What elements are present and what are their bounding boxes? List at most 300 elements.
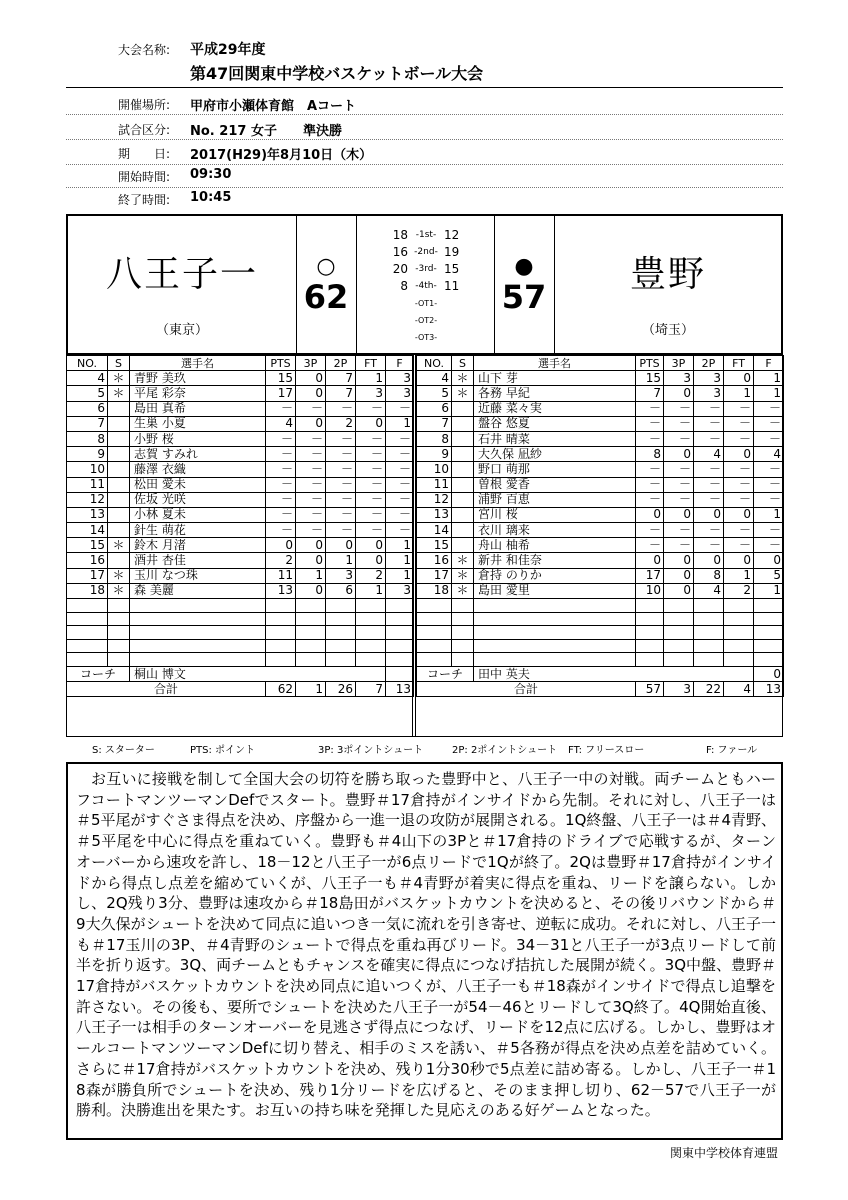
player-no: 17 (417, 568, 452, 583)
player-row (417, 401, 784, 416)
player-p2: 7 (326, 386, 356, 401)
player-s (452, 431, 474, 446)
player-ft: 2 (356, 568, 386, 583)
player-p2: 3 (326, 568, 356, 583)
column-header: S (452, 356, 474, 371)
total-p3: 3 (664, 682, 694, 697)
player-no: 11 (417, 477, 452, 492)
player-p2: 1 (326, 553, 356, 568)
player-ft: － (724, 523, 754, 538)
player-s: ＊ (452, 386, 474, 401)
column-header: 2P (694, 356, 724, 371)
player-f: － (754, 538, 784, 553)
player-f: 0 (754, 553, 784, 568)
player-s: ＊ (452, 583, 474, 598)
player-s: ＊ (452, 371, 474, 386)
player-p3: － (296, 492, 326, 507)
player-no: 7 (417, 416, 452, 431)
venue-value: 甲府市小瀬体育館 Aコート (190, 99, 357, 114)
column-header: F (386, 356, 414, 371)
player-row (67, 462, 414, 477)
player-ft: 0 (724, 553, 754, 568)
player-p3: － (296, 431, 326, 446)
player-no: 18 (417, 583, 452, 598)
player-p2: － (694, 431, 724, 446)
player-ft: 0 (356, 416, 386, 431)
player-row (417, 523, 784, 538)
player-s (108, 507, 130, 522)
player-no: 8 (417, 431, 452, 446)
divider (66, 87, 783, 88)
player-p3: － (664, 523, 694, 538)
player-ft: － (724, 538, 754, 553)
legend-starter: S: スターター (92, 745, 155, 756)
player-pts: － (266, 507, 296, 522)
player-row (417, 538, 784, 553)
player-ft: － (356, 462, 386, 477)
player-s (452, 401, 474, 416)
player-ft: － (356, 431, 386, 446)
player-p3: 0 (664, 507, 694, 522)
player-row (67, 583, 414, 598)
player-no: 10 (417, 462, 452, 477)
player-p2: 3 (694, 371, 724, 386)
player-row (417, 492, 784, 507)
player-p3: － (664, 462, 694, 477)
player-ft: － (724, 462, 754, 477)
player-p3: 1 (296, 568, 326, 583)
player-p3: － (296, 462, 326, 477)
player-p2: － (326, 507, 356, 522)
empty-row (67, 612, 414, 626)
quarter-row-3 (358, 262, 494, 276)
total-ft: 7 (356, 682, 386, 697)
player-f: 1 (754, 507, 784, 522)
player-row (67, 492, 414, 507)
player-p3: － (664, 416, 694, 431)
player-p2: 0 (694, 507, 724, 522)
player-row (417, 431, 784, 446)
player-no: 18 (67, 583, 108, 598)
player-name: 島田 真希 (130, 401, 266, 416)
player-name: 青野 美玖 (130, 371, 266, 386)
player-f: 1 (386, 538, 414, 553)
player-p2: － (694, 401, 724, 416)
empty-row (417, 599, 784, 613)
player-s: ＊ (108, 386, 130, 401)
player-name: 鈴木 月渚 (130, 538, 266, 553)
column-header: NO. (67, 356, 108, 371)
player-row (417, 507, 784, 522)
player-ft: － (356, 523, 386, 538)
player-f: 5 (754, 568, 784, 583)
total-p2: 26 (326, 682, 356, 697)
player-f: 3 (386, 371, 414, 386)
player-s: ＊ (108, 538, 130, 553)
home-team-prefecture: （東京） (155, 323, 208, 338)
player-name: 松田 愛未 (130, 477, 266, 492)
player-s (452, 492, 474, 507)
quarter-row-1 (358, 228, 494, 242)
quarter-label: -4th- (415, 281, 437, 291)
player-p3: － (296, 523, 326, 538)
player-f: － (386, 492, 414, 507)
player-p2: － (326, 431, 356, 446)
player-no: 9 (67, 447, 108, 462)
player-p3: － (296, 507, 326, 522)
player-no: 13 (417, 507, 452, 522)
column-header: 選手名 (474, 356, 636, 371)
player-name: 藤澤 衣織 (130, 462, 266, 477)
player-row (67, 371, 414, 386)
player-name: 近藤 菜々実 (474, 401, 636, 416)
player-s (452, 416, 474, 431)
player-f: 1 (754, 583, 784, 598)
empty-row (417, 639, 784, 653)
quarter-label: -3rd- (415, 264, 437, 274)
player-no: 12 (67, 492, 108, 507)
tournament-label: 大会名称: (118, 43, 171, 57)
total-label: 合計 (67, 682, 266, 697)
player-row (67, 401, 414, 416)
player-f: － (386, 462, 414, 477)
total-p3: 1 (296, 682, 326, 697)
player-no: 14 (67, 523, 108, 538)
column-header: 選手名 (130, 356, 266, 371)
player-ft: － (724, 492, 754, 507)
total-pts: 62 (266, 682, 296, 697)
player-p2: － (326, 492, 356, 507)
player-ft: 0 (724, 507, 754, 522)
player-name: 島田 愛里 (474, 583, 636, 598)
player-s (452, 538, 474, 553)
scoreboard (66, 214, 783, 355)
player-f: 3 (386, 386, 414, 401)
player-pts: 13 (266, 583, 296, 598)
player-ft: 0 (356, 553, 386, 568)
player-s: ＊ (108, 583, 130, 598)
player-name: 大久保 凪紗 (474, 447, 636, 462)
player-name: 森 美麗 (130, 583, 266, 598)
player-ft: － (356, 492, 386, 507)
overtime-3: -OT3- (414, 333, 438, 342)
player-f: － (386, 447, 414, 462)
player-p3: － (296, 477, 326, 492)
player-p3: 0 (664, 386, 694, 401)
player-no: 15 (67, 538, 108, 553)
player-pts: 0 (636, 507, 664, 522)
empty-row (67, 639, 414, 653)
player-pts: － (636, 477, 664, 492)
player-p3: 3 (664, 371, 694, 386)
player-f: － (754, 431, 784, 446)
player-pts: 0 (636, 553, 664, 568)
player-row (67, 538, 414, 553)
divider (66, 187, 783, 188)
player-row (417, 583, 784, 598)
header-row (417, 356, 784, 371)
player-name: 各務 早紀 (474, 386, 636, 401)
empty-row (67, 599, 414, 613)
player-row (417, 447, 784, 462)
player-s: ＊ (108, 568, 130, 583)
player-f: 1 (754, 386, 784, 401)
player-p2: － (694, 477, 724, 492)
player-ft: 1 (356, 371, 386, 386)
player-s (108, 431, 130, 446)
tournament-name: 第47回関東中学校バスケットボール大会 (190, 64, 484, 83)
player-ft: － (356, 507, 386, 522)
game-value: No. 217 女子 準決勝 (190, 124, 342, 139)
player-row (417, 568, 784, 583)
player-name: 盤谷 悠夏 (474, 416, 636, 431)
divider (66, 139, 783, 140)
home-q3: 20 (392, 262, 408, 276)
organizer: 関東中学校体育連盟 (669, 1146, 778, 1160)
home-stats-table (66, 355, 414, 697)
player-row (67, 507, 414, 522)
player-p3: － (296, 447, 326, 462)
player-p2: － (326, 477, 356, 492)
player-f: 1 (386, 568, 414, 583)
player-pts: － (266, 523, 296, 538)
player-s (452, 477, 474, 492)
column-header: PTS (266, 356, 296, 371)
player-f: － (754, 523, 784, 538)
player-p2: － (694, 416, 724, 431)
player-pts: － (636, 462, 664, 477)
player-no: 6 (417, 401, 452, 416)
player-row (67, 523, 414, 538)
away-stats-table (416, 355, 784, 697)
away-team-prefecture: （埼玉） (641, 323, 694, 338)
start-label: 開始時間: (118, 170, 171, 184)
player-p2: － (326, 523, 356, 538)
player-name: 志賀 すみれ (130, 447, 266, 462)
away-loss-mark: ● (514, 254, 534, 279)
player-name: 山下 芽 (474, 371, 636, 386)
player-p3: － (664, 492, 694, 507)
player-s: ＊ (452, 568, 474, 583)
total-row (417, 682, 784, 697)
date-label: 期 日: (118, 147, 171, 161)
overtime-2: -OT2- (414, 316, 438, 325)
player-f: 4 (754, 447, 784, 462)
player-pts: 15 (266, 371, 296, 386)
player-name: 舟山 柚希 (474, 538, 636, 553)
player-no: 7 (67, 416, 108, 431)
player-name: 佐坂 光咲 (130, 492, 266, 507)
player-pts: 17 (266, 386, 296, 401)
quarter-row-4 (358, 279, 494, 293)
player-row (67, 386, 414, 401)
total-pts: 57 (636, 682, 664, 697)
home-final-score: 62 (303, 278, 349, 316)
player-p2: 3 (694, 386, 724, 401)
player-no: 8 (67, 431, 108, 446)
divider (66, 114, 783, 115)
player-pts: － (636, 401, 664, 416)
player-ft: 1 (724, 386, 754, 401)
end-time: 10:45 (190, 190, 232, 205)
away-final-score: 57 (501, 278, 547, 316)
total-ft: 4 (724, 682, 754, 697)
player-name: 野口 萌那 (474, 462, 636, 477)
player-no: 5 (417, 386, 452, 401)
player-pts: － (636, 416, 664, 431)
player-f: － (754, 401, 784, 416)
player-p2: － (694, 492, 724, 507)
player-s (108, 523, 130, 538)
player-no: 6 (67, 401, 108, 416)
player-pts: 0 (266, 538, 296, 553)
player-p2: 8 (694, 568, 724, 583)
player-ft: 1 (356, 583, 386, 598)
player-f: 1 (386, 416, 414, 431)
player-p3: － (664, 538, 694, 553)
total-p2: 22 (694, 682, 724, 697)
column-header: NO. (417, 356, 452, 371)
player-name: 倉持 のりか (474, 568, 636, 583)
player-f: － (754, 492, 784, 507)
legend-foul: F: ファール (706, 745, 758, 756)
player-p2: 4 (694, 583, 724, 598)
player-p2: － (326, 462, 356, 477)
home-win-mark: ○ (316, 254, 336, 279)
home-q1: 18 (392, 228, 408, 242)
player-name: 浦野 百恵 (474, 492, 636, 507)
player-row (67, 477, 414, 492)
player-pts: 11 (266, 568, 296, 583)
empty-row (417, 626, 784, 640)
player-f: － (754, 462, 784, 477)
player-pts: 10 (636, 583, 664, 598)
player-pts: － (636, 492, 664, 507)
player-row (67, 431, 414, 446)
player-ft: 1 (724, 568, 754, 583)
player-row (67, 447, 414, 462)
player-p3: － (664, 401, 694, 416)
column-header: PTS (636, 356, 664, 371)
player-no: 16 (67, 553, 108, 568)
player-name: 玉川 なつ珠 (130, 568, 266, 583)
player-name: 石井 晴菜 (474, 431, 636, 446)
player-name: 新井 和佳奈 (474, 553, 636, 568)
home-team-name: 八王子一 (105, 254, 258, 295)
player-s (452, 447, 474, 462)
player-s (108, 492, 130, 507)
player-pts: － (266, 492, 296, 507)
player-p3: 0 (296, 371, 326, 386)
player-name: 小野 桜 (130, 431, 266, 446)
player-p2: 4 (694, 447, 724, 462)
player-s: ＊ (452, 553, 474, 568)
player-ft: － (356, 447, 386, 462)
player-ft: － (724, 416, 754, 431)
player-s (108, 553, 130, 568)
player-p2: － (326, 401, 356, 416)
player-s (108, 447, 130, 462)
player-p3: 0 (664, 568, 694, 583)
player-ft: － (356, 401, 386, 416)
player-ft: 2 (724, 583, 754, 598)
player-no: 13 (67, 507, 108, 522)
player-name: 小林 夏未 (130, 507, 266, 522)
coach-row (417, 666, 784, 681)
player-ft: 0 (724, 447, 754, 462)
player-p3: 0 (296, 386, 326, 401)
coach-foul (386, 666, 414, 681)
divider (66, 164, 783, 165)
column-header: 3P (296, 356, 326, 371)
player-name: 曽根 愛香 (474, 477, 636, 492)
player-f: 1 (754, 371, 784, 386)
empty-row (417, 612, 784, 626)
player-no: 5 (67, 386, 108, 401)
away-q3: 15 (444, 262, 460, 276)
player-p3: 0 (296, 583, 326, 598)
column-header: FT (356, 356, 386, 371)
player-pts: 7 (636, 386, 664, 401)
player-name: 衣川 璃来 (474, 523, 636, 538)
player-row (417, 553, 784, 568)
player-f: － (386, 401, 414, 416)
legend-3p: 3P: 3ポイントシュート (318, 745, 424, 756)
player-f: 1 (386, 553, 414, 568)
coach-foul: 0 (754, 666, 784, 681)
player-s (108, 401, 130, 416)
game-label: 試合区分: (118, 123, 171, 137)
player-p2: 2 (326, 416, 356, 431)
player-pts: － (636, 523, 664, 538)
away-team-name: 豊野 (629, 254, 706, 295)
player-p3: 0 (296, 416, 326, 431)
player-row (67, 553, 414, 568)
player-p3: 0 (664, 553, 694, 568)
player-row (67, 416, 414, 431)
player-p3: 0 (296, 538, 326, 553)
coach-label: コーチ (417, 666, 474, 681)
player-pts: － (266, 462, 296, 477)
coach-label: コーチ (67, 666, 130, 681)
legend-2p: 2P: 2ポイントシュート (452, 745, 558, 756)
total-f: 13 (754, 682, 784, 697)
player-row (417, 462, 784, 477)
player-pts: － (266, 447, 296, 462)
player-pts: 15 (636, 371, 664, 386)
player-pts: 17 (636, 568, 664, 583)
player-name: 平尾 彩奈 (130, 386, 266, 401)
overtime-1: -OT1- (414, 299, 438, 308)
player-row (67, 568, 414, 583)
player-p2: － (326, 447, 356, 462)
coach-row (67, 666, 414, 681)
player-p3: 0 (296, 553, 326, 568)
player-p3: － (296, 401, 326, 416)
player-pts: － (636, 538, 664, 553)
player-name: 酒井 杏佳 (130, 553, 266, 568)
player-p2: － (694, 462, 724, 477)
end-label: 終了時間: (118, 193, 171, 207)
player-ft: 0 (356, 538, 386, 553)
player-name: 生巣 小夏 (130, 416, 266, 431)
coach-name: 桐山 博文 (130, 666, 386, 681)
player-s (452, 462, 474, 477)
player-no: 4 (67, 371, 108, 386)
empty-row (67, 626, 414, 640)
player-row (417, 371, 784, 386)
column-header: 2P (326, 356, 356, 371)
